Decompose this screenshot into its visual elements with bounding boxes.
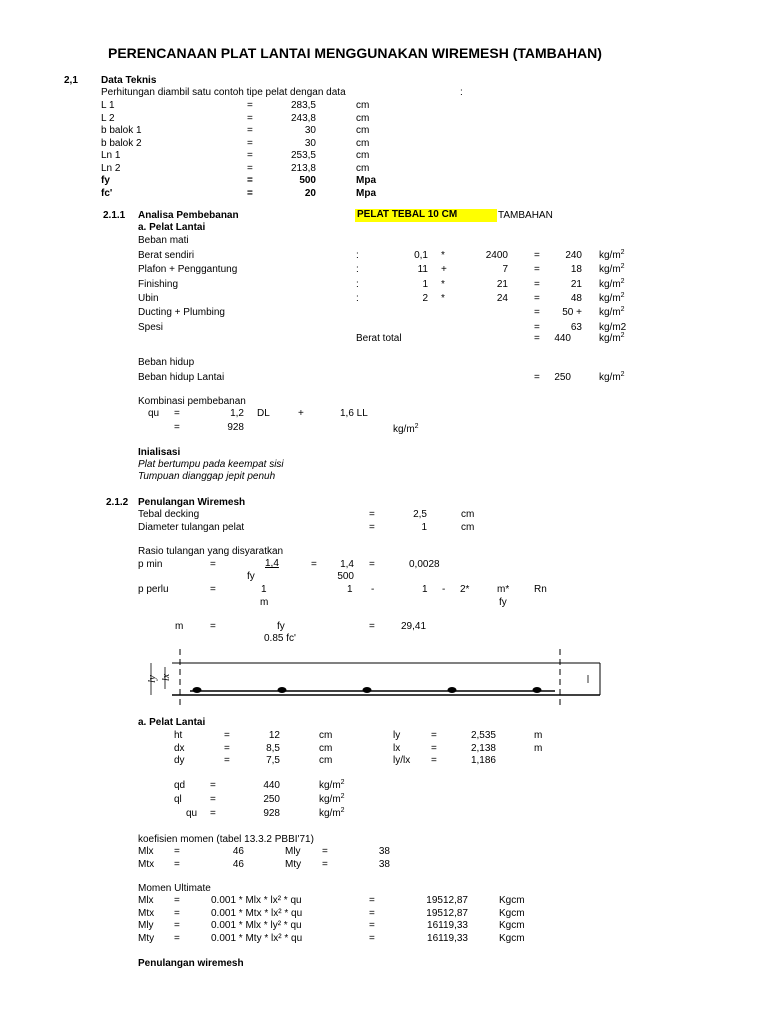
load-row-label: Ducting + Plumbing xyxy=(138,307,225,319)
rebar-dot xyxy=(193,687,202,693)
momen-eq-2: = xyxy=(369,932,375,944)
load-row-label: Spesi xyxy=(138,321,164,333)
pelat-load-eq: = xyxy=(210,808,216,819)
pelat-load-label: ql xyxy=(174,794,182,805)
decking-eq: = xyxy=(369,509,375,520)
momen-eq-2: = xyxy=(369,907,375,919)
pelat-param-value: 8,5 xyxy=(266,742,280,754)
data-row-label: b balok 2 xyxy=(101,137,142,149)
qu-label: qu xyxy=(148,408,160,419)
pperlu-rn: Rn xyxy=(534,584,547,595)
kombinasi-label: Kombinasi pembebanan xyxy=(138,396,246,407)
load-row-value: 240 xyxy=(565,250,582,261)
pperlu-one-b: 1 xyxy=(347,584,353,595)
pelat-load-eq: = xyxy=(210,794,216,805)
pelat-load-value: 928 xyxy=(263,808,280,819)
pmin-result: 0,0028 xyxy=(409,559,440,570)
m-value: 29,41 xyxy=(401,621,427,632)
m-numerator: fy xyxy=(277,621,285,632)
pelat-load-label: qd xyxy=(174,780,186,791)
load-row-value: 50 + xyxy=(562,307,582,319)
pmin-eq3: = xyxy=(369,559,375,570)
momen-eq: = xyxy=(174,920,180,931)
momen-formula: 0.001 * Mlx * ly² * qu xyxy=(211,920,302,931)
koef-label: Mtx xyxy=(138,858,155,870)
total-value: 440 xyxy=(554,333,571,344)
section-number: 2,1 xyxy=(64,75,78,86)
slab-section-diagram xyxy=(135,645,615,707)
momen-heading: Momen Ultimate xyxy=(138,883,211,894)
pelat-load-value: 440 xyxy=(263,780,280,791)
pmin-v2: 500 xyxy=(337,571,354,582)
penulangan-wiremesh-heading: Penulangan wiremesh xyxy=(138,958,244,969)
momen-value: 19512,87 xyxy=(426,907,468,919)
bh-value: 250 xyxy=(554,372,571,383)
load-row-op: * xyxy=(441,250,445,261)
load-row-value: 21 xyxy=(570,278,582,290)
koef-label: Mlx xyxy=(138,846,154,857)
load-row-unit: $kg/m^2$ xyxy=(599,277,625,290)
pelat-span-value: 2,138 xyxy=(470,742,496,754)
load-row-a: 0,1 xyxy=(414,250,428,261)
diameter-unit: cm xyxy=(461,522,475,533)
pelat-load-unit: $kg/m^2$ xyxy=(319,793,345,805)
load-row-colon: : xyxy=(356,264,359,276)
koef-value-2: 38 xyxy=(378,858,390,870)
pelat-span-label: ly xyxy=(393,730,401,741)
diagram-ly-label: ly xyxy=(146,675,158,683)
pelat-param-label: ht xyxy=(174,730,183,741)
rasio-label: Rasio tulangan yang disyaratkan xyxy=(138,546,284,557)
diameter-eq: = xyxy=(369,522,375,533)
load-row-b: 21 xyxy=(496,278,508,290)
load-row-label: Ubin xyxy=(138,292,159,304)
pelat-param-value: 7,5 xyxy=(266,755,280,766)
data-row-label: L 2 xyxy=(101,112,115,124)
pelat-span-value: 1,186 xyxy=(470,755,496,766)
momen-formula: 0.001 * Mlx * lx² * qu xyxy=(211,895,302,906)
pmin-eq: = xyxy=(210,559,216,570)
load-row-colon: : xyxy=(356,278,359,290)
beban-hidup-label: Beban hidup xyxy=(138,357,195,368)
koef-label-2: Mly xyxy=(285,846,301,857)
pelat-span-value: 2,535 xyxy=(470,730,496,741)
beban-mati-label: Beban mati xyxy=(138,235,189,246)
pelat-load-unit: $kg/m^2$ xyxy=(319,779,345,791)
load-row-b: 24 xyxy=(496,292,508,304)
data-row-unit: cm xyxy=(356,162,370,174)
momen-eq: = xyxy=(174,895,180,906)
data-row-eq: = xyxy=(247,112,253,124)
load-row-eq: = xyxy=(534,292,540,304)
total-eq: = xyxy=(534,333,540,344)
load-row-unit: $kg/m^2$ xyxy=(599,249,625,261)
momen-label: Mty xyxy=(138,932,155,944)
load-row-eq: = xyxy=(534,307,540,319)
pperlu-m-times: m* xyxy=(497,584,510,595)
data-row-eq: = xyxy=(247,162,253,174)
data-row-value: 30 xyxy=(304,137,316,149)
load-row-unit: $kg/m^2$ xyxy=(599,291,625,304)
pelat-span-label: lx xyxy=(393,742,401,754)
subsection-number: 2.1.1 xyxy=(103,210,126,221)
load-row-a: 2 xyxy=(422,292,428,304)
diameter-label: Diameter tulangan pelat xyxy=(138,522,245,533)
load-row-op: + xyxy=(441,264,447,276)
data-row-label: b balok 1 xyxy=(101,125,142,136)
load-row-label: Berat sendiri xyxy=(138,250,195,261)
load-row-unit: $kg/m^2$ xyxy=(599,306,625,319)
data-row-label: fc' xyxy=(101,187,113,199)
data-row-eq: = xyxy=(247,125,253,136)
sub-heading: a. Pelat Lantai xyxy=(138,222,206,233)
pelat-span-eq: = xyxy=(431,730,437,741)
qu-plus: + xyxy=(298,408,304,419)
koef-eq: = xyxy=(174,846,180,857)
data-row-value: 253,5 xyxy=(290,150,316,161)
data-row-label: fy xyxy=(101,175,110,186)
load-row-unit: kg/m2 xyxy=(599,321,627,333)
momen-eq-2: = xyxy=(369,895,375,906)
load-row-op: * xyxy=(441,278,445,290)
intro-colon: : xyxy=(460,87,463,98)
pperlu-minus: - xyxy=(371,584,375,595)
load-row-label: Finishing xyxy=(138,278,179,290)
koef-value: 46 xyxy=(232,858,244,870)
qu-unit: $kg/m^2$ xyxy=(393,423,419,435)
data-row-eq: = xyxy=(247,100,253,111)
inisialisasi-line-1: Plat bertumpu pada keempat sisi xyxy=(138,459,284,470)
data-row-value: 30 xyxy=(304,125,316,136)
pelat-span-label: ly/lx xyxy=(393,755,411,766)
load-row-eq: = xyxy=(534,250,540,261)
load-row-colon: : xyxy=(356,292,359,304)
pperlu-fy: fy xyxy=(499,597,507,608)
koef-eq: = xyxy=(174,858,180,870)
pperlu-one-c: 1 xyxy=(422,584,428,595)
pelat-param-eq: = xyxy=(224,730,230,741)
momen-label: Mly xyxy=(138,920,154,931)
load-row-eq: = xyxy=(534,264,540,276)
load-row-b: 7 xyxy=(502,264,508,276)
page-title: PERENCANAAN PLAT LANTAI MENGGUNAKAN WIREMESH (TAMBAHAN) xyxy=(108,45,602,61)
pperlu-one: 1 xyxy=(261,584,267,595)
data-row-unit: cm xyxy=(356,150,370,161)
section-intro: Perhitungan diambil satu contoh tipe pelat dengan data xyxy=(101,87,346,98)
koef-eq-2: = xyxy=(322,858,328,870)
momen-unit: Kgcm xyxy=(499,932,525,944)
diameter-value: 1 xyxy=(421,522,427,533)
data-row-eq: = xyxy=(247,137,253,149)
bh-unit: $kg/m^2$ xyxy=(599,371,625,383)
load-row-b: 2400 xyxy=(485,250,508,261)
pelat-param-unit: cm xyxy=(319,755,333,766)
m-eq2: = xyxy=(369,621,375,632)
momen-eq: = xyxy=(174,907,180,919)
pperlu-eq: = xyxy=(210,584,216,595)
data-row-unit: Mpa xyxy=(356,187,376,199)
pelat-load-value: 250 xyxy=(263,794,280,805)
pelat-param-unit: cm xyxy=(319,742,333,754)
pelat-param-label: dy xyxy=(174,755,185,766)
data-row-value: 213,8 xyxy=(290,162,316,174)
load-row-unit: $kg/m^2$ xyxy=(599,263,625,276)
m-eq: = xyxy=(210,621,216,632)
momen-eq: = xyxy=(174,932,180,944)
data-row-unit: cm xyxy=(356,112,370,124)
rebar-dot xyxy=(533,687,542,693)
total-unit: $kg/m^2$ xyxy=(599,332,625,344)
pelat-heading: a. Pelat Lantai xyxy=(138,717,206,728)
load-row-value: 63 xyxy=(570,321,582,333)
momen-unit: Kgcm xyxy=(499,895,525,906)
inisialisasi-line-2: Tumpuan dianggap jepit penuh xyxy=(138,471,276,482)
pperlu-minus-2: - xyxy=(442,584,446,595)
pperlu-two-times: 2* xyxy=(460,584,470,595)
data-row-value: 20 xyxy=(304,187,316,199)
koef-value-2: 38 xyxy=(378,846,390,857)
momen-value: 16119,33 xyxy=(427,932,468,944)
data-row-label: Ln 1 xyxy=(101,150,121,161)
momen-eq-2: = xyxy=(369,920,375,931)
data-row-value: 500 xyxy=(299,175,316,186)
m-denominator: 0.85 fc' xyxy=(264,633,296,644)
koef-heading: koefisien momen (tabel 13.3.2 PBBI'71) xyxy=(138,834,314,845)
pmin-label: p min xyxy=(138,559,163,570)
koef-label-2: Mty xyxy=(285,858,302,870)
load-row-a: 11 xyxy=(417,264,428,276)
decking-value: 2,5 xyxy=(413,509,427,520)
data-row-label: Ln 2 xyxy=(101,162,121,174)
momen-formula: 0.001 * Mtx * lx² * qu xyxy=(211,907,303,919)
qu-factor-ll: 1,6 LL xyxy=(340,408,368,419)
data-row-unit: cm xyxy=(356,137,370,149)
data-row-label: L 1 xyxy=(101,100,115,111)
rebar-dot xyxy=(448,687,457,693)
momen-unit: Kgcm xyxy=(499,907,525,919)
m-label: m xyxy=(175,621,184,632)
pelat-param-value: 12 xyxy=(268,730,280,741)
rebar-dot xyxy=(363,687,372,693)
pmin-eq2: = xyxy=(311,559,317,570)
load-row-eq: = xyxy=(534,321,540,333)
pelat-load-eq: = xyxy=(210,780,216,791)
pelat-load-unit: $kg/m^2$ xyxy=(319,807,345,819)
pelat-param-unit: cm xyxy=(319,730,333,741)
pelat-load-label: qu xyxy=(186,808,198,819)
diagram-lx-label: lx xyxy=(161,673,172,681)
pmin-numerator: 1,4 xyxy=(265,558,279,569)
decking-label: Tebal decking xyxy=(138,509,200,520)
inisialisasi-heading: Inialisasi xyxy=(138,447,181,458)
pelat-param-eq: = xyxy=(224,742,230,754)
load-row-value: 48 xyxy=(570,292,582,304)
tambahan-label: TAMBAHAN xyxy=(498,210,553,221)
total-label: Berat total xyxy=(356,333,402,344)
pelat-span-unit: m xyxy=(534,742,543,754)
koef-value: 46 xyxy=(232,846,244,857)
data-row-value: 283,5 xyxy=(290,100,316,111)
momen-unit: Kgcm xyxy=(499,920,525,931)
pperlu-m: m xyxy=(260,597,269,608)
pelat-span-eq: = xyxy=(431,742,437,754)
qu-factor-dl: 1,2 xyxy=(230,408,244,419)
bh-eq: = xyxy=(534,372,540,383)
pmin-denominator: fy xyxy=(247,571,255,582)
load-row-eq: = xyxy=(534,278,540,290)
qu-dl: DL xyxy=(257,408,270,419)
data-row-eq: = xyxy=(247,187,253,199)
momen-value: 16119,33 xyxy=(427,920,468,931)
pelat-param-eq: = xyxy=(224,755,230,766)
subsection-heading: Analisa Pembebanan xyxy=(138,210,239,221)
qu-value: 928 xyxy=(227,422,244,433)
data-row-unit: cm xyxy=(356,125,370,136)
decking-unit: cm xyxy=(461,509,475,520)
data-row-unit: cm xyxy=(356,100,370,111)
qu-eq2: = xyxy=(174,422,180,433)
subsection-heading: Penulangan Wiremesh xyxy=(138,497,246,508)
pelat-span-eq: = xyxy=(431,755,437,766)
load-row-colon: : xyxy=(356,250,359,261)
data-row-unit: Mpa xyxy=(356,175,376,186)
section-heading: Data Teknis xyxy=(101,75,157,86)
pelat-span-unit: m xyxy=(534,730,543,741)
data-row-value: 243,8 xyxy=(290,112,316,124)
load-row-value: 18 xyxy=(570,264,582,276)
highlight-label: PELAT TEBAL 10 CM xyxy=(355,209,497,222)
load-row-op: * xyxy=(441,292,445,304)
pperlu-label: p perlu xyxy=(138,584,169,595)
subsection-number: 2.1.2 xyxy=(106,497,129,508)
qu-eq: = xyxy=(174,408,180,419)
load-row-a: 1 xyxy=(422,278,428,290)
momen-formula: 0.001 * Mty * lx² * qu xyxy=(211,932,303,944)
data-row-eq: = xyxy=(247,150,253,161)
momen-label: Mlx xyxy=(138,895,154,906)
data-row-eq: = xyxy=(247,175,253,186)
momen-value: 19512,87 xyxy=(426,895,468,906)
load-row-label: Plafon + Penggantung xyxy=(138,264,238,276)
pelat-param-label: dx xyxy=(174,742,185,754)
pmin-v1: 1,4 xyxy=(340,559,354,570)
koef-eq-2: = xyxy=(322,846,328,857)
rebar-dot xyxy=(278,687,287,693)
momen-label: Mtx xyxy=(138,907,155,919)
beban-hidup-lantai-label: Beban hidup Lantai xyxy=(138,372,225,383)
